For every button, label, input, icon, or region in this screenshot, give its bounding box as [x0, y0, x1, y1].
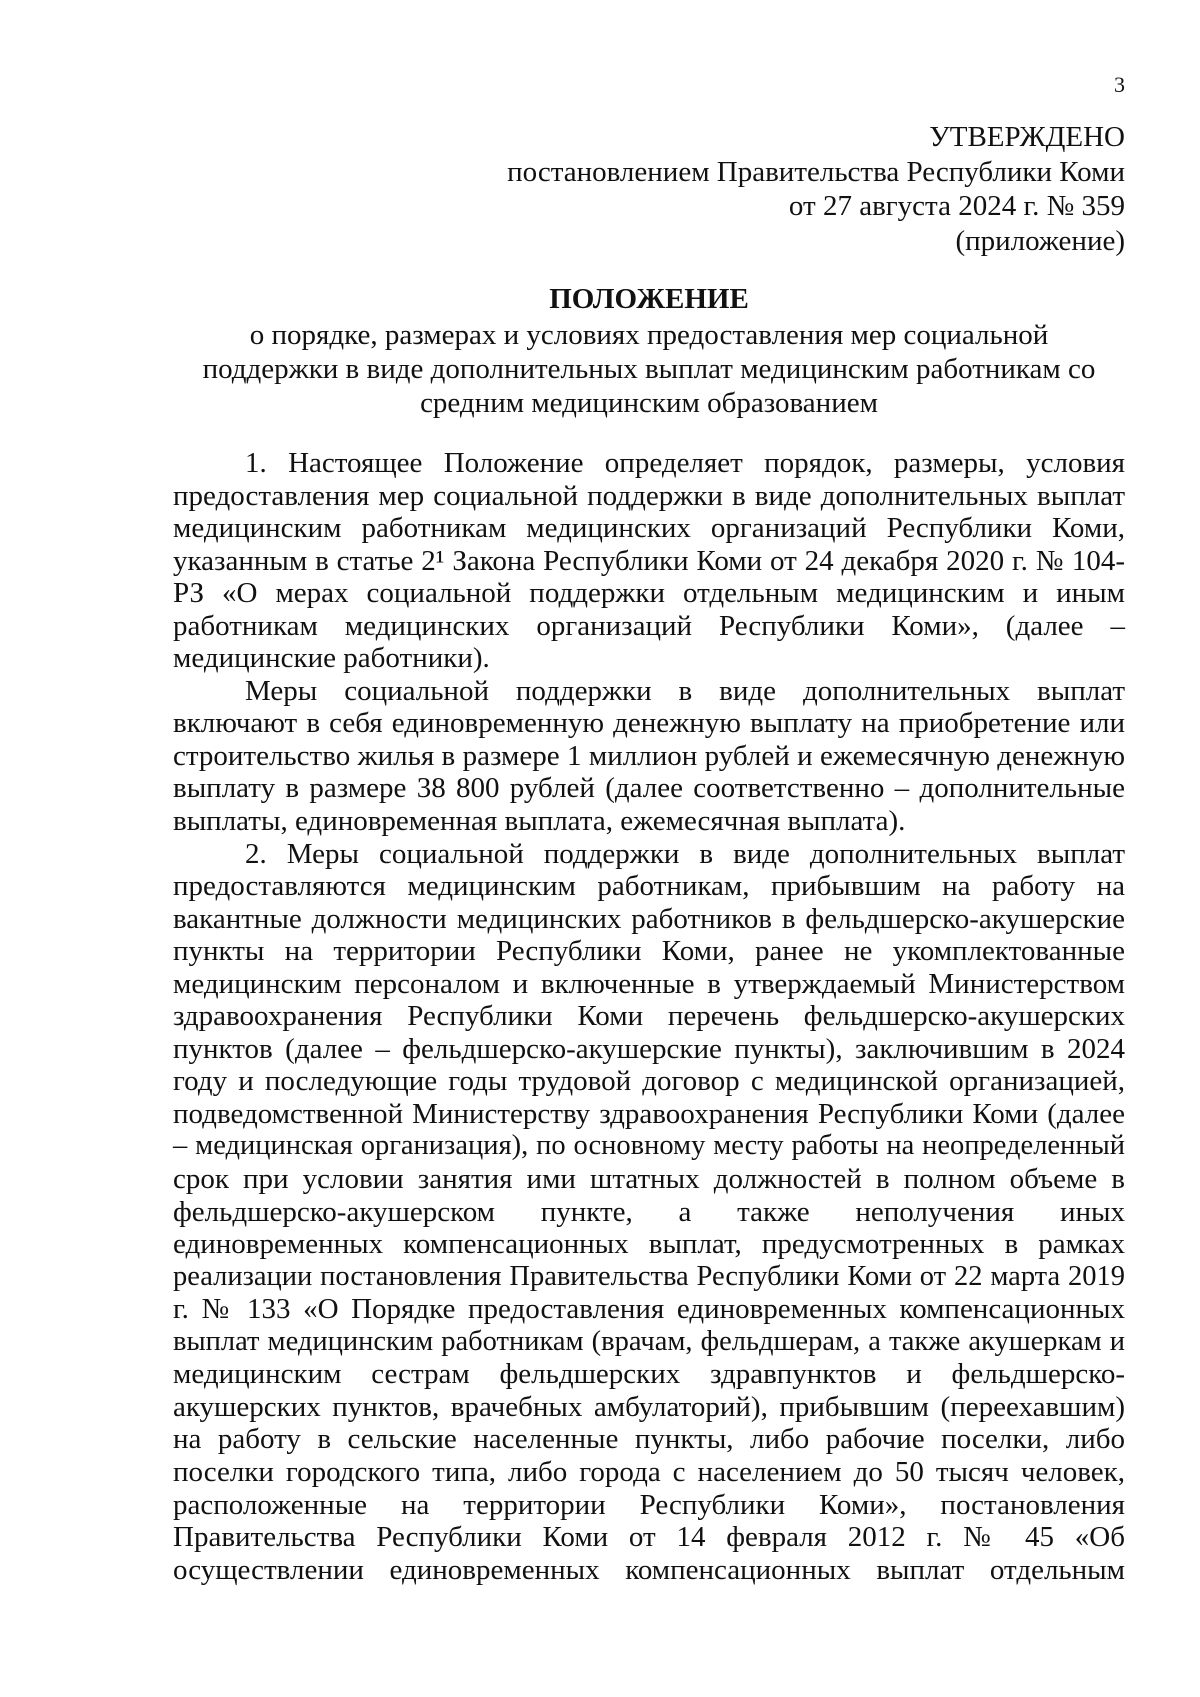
text-line: медицинские работники).	[173, 642, 490, 675]
text-line: медицинским сестрам фельдшерских здравпунктов и фельдшерско-	[173, 1358, 1125, 1391]
text-line: пункты на территории Республики Коми, ранее не укомплектованные	[173, 935, 1125, 968]
paragraph-3	[173, 838, 1125, 1587]
text-line: срок при условии занятия ими штатных должностей в полном объеме в	[173, 1163, 1125, 1196]
subtitle-line: средним медицинским образованием	[420, 387, 878, 419]
text-line: г. № 133 «О Порядке предоставления единовременных компенсационных	[173, 1293, 1125, 1326]
text-line: строительство жилья в размере 1 миллион рублей и ежемесячную денежную	[173, 739, 1125, 772]
document-subtitle	[173, 318, 1125, 420]
text-line: медицинским работникам медицинских организаций Республики Коми,	[173, 512, 1125, 545]
text-line: 2. Меры социальной поддержки в виде дополнительных выплат	[245, 837, 1125, 870]
document-body	[173, 447, 1125, 1586]
approval-appendix: (приложение)	[955, 224, 1125, 257]
text-line: пунктов (далее – фельдшерско-акушерские пункты), заключившим в 2024	[173, 1032, 1125, 1065]
text-line: 1. Настоящее Положение определяет порядок, размеры, условия	[245, 447, 1125, 479]
text-line: включают в себя единовременную денежную выплату на приобретение или	[173, 707, 1125, 740]
text-line: акушерских пунктов, врачебных амбулаторий), прибывшим (переехавшим)	[173, 1390, 1125, 1423]
text-line: Правительства Республики Коми от 14 февраля 2012 г. № 45 «Об	[173, 1521, 1125, 1554]
text-line: Меры социальной поддержки в виде дополнительных выплат	[245, 674, 1125, 707]
text-line: реализации постановления Правительства Республики Коми от 22 марта 2019	[173, 1260, 1125, 1292]
text-line: медицинским персоналом и включенные в утверждаемый Министерством	[173, 967, 1125, 1000]
text-line: фельдшерско-акушерском пункте, а также неполучения иных	[173, 1195, 1125, 1228]
text-line: на работу в сельские населенные пункты, либо рабочие поселки, либо	[173, 1423, 1125, 1456]
text-line: подведомственной Министерству здравоохранения Республики Коми (далее	[173, 1097, 1125, 1130]
paragraph-2	[173, 675, 1125, 838]
text-line: предоставляются медицинским работникам, прибывшим на работу на	[173, 870, 1125, 903]
text-line: РЗ «О мерах социальной поддержки отдельным медицинским и иным	[173, 577, 1125, 610]
text-line: вакантные должности медицинских работников в фельдшерско-акушерские	[173, 902, 1125, 935]
text-line: осуществлении единовременных компенсационных выплат отдельным	[173, 1553, 1125, 1586]
text-line: предоставления мер социальной поддержки в виде дополнительных выплат	[173, 479, 1125, 512]
approval-stamp-title: УТВЕРЖДЕНО	[929, 121, 1125, 153]
text-line: выплат медицинским работникам (врачам, фельдшерам, а также акушеркам и	[173, 1325, 1125, 1357]
text-line: выплаты, единовременная выплата, ежемесячная выплата).	[173, 805, 906, 838]
approval-block	[507, 120, 1125, 258]
text-line: поселки городского типа, либо города с населением до 50 тысяч человек,	[173, 1455, 1125, 1488]
text-line: указанным в статье 2¹ Закона Республики Коми от 24 декабря 2020 г. № 104-	[173, 544, 1125, 577]
paragraph-1	[173, 447, 1125, 675]
text-line: выплату в размере 38 800 рублей (далее соответственно – дополнительные	[173, 772, 1125, 805]
text-line: здравоохранения Республики Коми перечень фельдшерско-акушерских	[173, 1000, 1125, 1033]
text-line: работникам медицинских организаций Республики Коми», (далее –	[173, 609, 1125, 642]
text-line: единовременных компенсационных выплат, предусмотренных в рамках	[173, 1228, 1125, 1261]
page-number: 3	[1114, 72, 1125, 97]
text-line: – медицинская организация), по основному месту работы на неопределенный	[173, 1130, 1125, 1162]
approval-resolution: постановлением Правительства Республики Коми	[507, 155, 1125, 188]
subtitle-line: о порядке, размерах и условиях предоставления мер социальной	[249, 319, 1049, 351]
document-title: ПОЛОЖЕНИЕ	[549, 283, 749, 315]
text-line: расположенные на территории Республики Коми», постановления	[173, 1488, 1125, 1521]
document-page	[173, 0, 1125, 1697]
approval-date-number: от 27 августа 2024 г. № 359	[788, 190, 1125, 222]
text-line: году и последующие годы трудовой договор с медицинской организацией,	[173, 1065, 1125, 1098]
subtitle-line: поддержки в виде дополнительных выплат медицинским работникам со	[202, 353, 1096, 385]
